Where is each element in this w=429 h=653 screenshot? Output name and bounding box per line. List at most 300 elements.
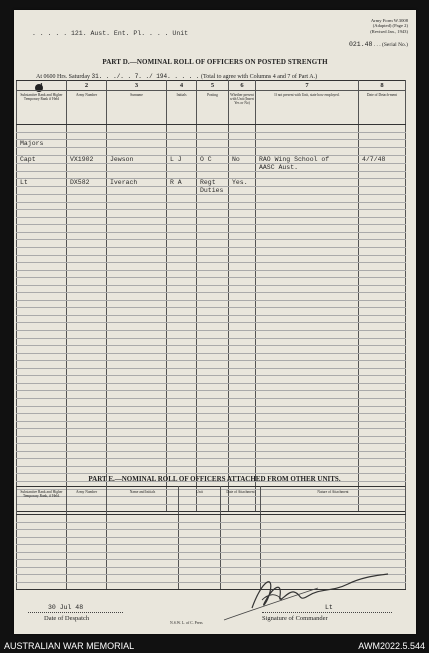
roll-cell	[167, 346, 197, 354]
roll-cell	[167, 383, 197, 391]
attached-cell	[179, 537, 221, 545]
roll-cell	[17, 376, 67, 384]
roll-cell	[67, 376, 107, 384]
roll-cell	[167, 163, 197, 171]
roll-cell	[17, 323, 67, 331]
serial-label: . . . (Serial No.)	[373, 42, 408, 48]
roll-cell	[67, 451, 107, 459]
roll-cell	[256, 323, 359, 331]
roll-cell	[256, 376, 359, 384]
roll-cell	[167, 202, 197, 210]
roll-cell: VX1902	[67, 155, 107, 163]
attached-row	[17, 522, 406, 530]
roll-cell	[67, 331, 107, 339]
roll-cell	[67, 323, 107, 331]
column-number: 7	[256, 81, 359, 91]
roll-cell	[167, 466, 197, 474]
roll-cell	[67, 459, 107, 467]
roll-cell	[197, 361, 229, 369]
roll-cell	[359, 368, 406, 376]
roll-cell	[67, 406, 107, 414]
roll-row	[17, 148, 406, 156]
roll-row	[17, 225, 406, 233]
roll-cell	[67, 285, 107, 293]
roll-cell	[197, 270, 229, 278]
roll-row	[17, 140, 406, 148]
roll-cell	[67, 263, 107, 271]
attached-cell	[67, 515, 107, 523]
roll-row	[17, 300, 406, 308]
roll-cell	[17, 466, 67, 474]
attached-cell	[17, 530, 67, 538]
roll-cell	[67, 255, 107, 263]
roll-cell	[167, 285, 197, 293]
roll-cell	[229, 346, 256, 354]
roll-cell	[167, 240, 197, 248]
roll-cell	[197, 263, 229, 271]
column-header-posting: Posting	[197, 91, 229, 125]
attached-cell	[179, 515, 221, 523]
attached-cell	[179, 545, 221, 553]
roll-cell	[229, 263, 256, 271]
roll-row	[17, 466, 406, 474]
roll-cell	[359, 171, 406, 179]
roll-cell	[229, 436, 256, 444]
roll-row	[17, 263, 406, 271]
column-number: 5	[197, 81, 229, 91]
roll-cell	[67, 278, 107, 286]
roll-cell	[359, 210, 406, 218]
roll-cell	[167, 125, 197, 133]
roll-cell	[256, 406, 359, 414]
roll-cell	[67, 293, 107, 301]
roll-row	[17, 444, 406, 452]
roll-cell	[197, 278, 229, 286]
roll-cell	[229, 459, 256, 467]
roll-cell	[229, 148, 256, 156]
column-number: 3	[107, 81, 167, 91]
attached-row	[17, 537, 406, 545]
attached-cell	[107, 530, 179, 538]
roll-cell	[229, 270, 256, 278]
roll-row	[17, 338, 406, 346]
attached-row	[17, 552, 406, 560]
roll-row	[17, 195, 406, 203]
roll-cell	[229, 225, 256, 233]
attached-cell	[107, 567, 179, 575]
attached-cell	[17, 567, 67, 575]
roll-cell	[67, 148, 107, 156]
roll-cell	[17, 217, 67, 225]
roll-cell	[256, 436, 359, 444]
roll-cell	[256, 361, 359, 369]
part-e-title: PART E.—NOMINAL ROLL OF OFFICERS ATTACHED FROM OTHER UNITS.	[88, 475, 341, 483]
column-number-row	[17, 81, 406, 91]
attached-cell	[107, 582, 179, 590]
roll-cell	[107, 391, 167, 399]
roll-cell	[359, 406, 406, 414]
roll-cell	[17, 255, 67, 263]
attached-cell	[17, 537, 67, 545]
roll-cell	[197, 125, 229, 133]
roll-row	[17, 353, 406, 361]
attached-cell	[67, 537, 107, 545]
roll-cell	[17, 148, 67, 156]
attached-cell	[107, 560, 179, 568]
roll-cell	[256, 140, 359, 148]
roll-cell	[359, 285, 406, 293]
roll-row	[17, 187, 406, 195]
roll-cell	[359, 225, 406, 233]
attached-cell	[221, 552, 261, 560]
roll-cell	[107, 255, 167, 263]
roll-cell	[167, 278, 197, 286]
roll-cell	[359, 300, 406, 308]
roll-cell	[197, 308, 229, 316]
roll-cell	[17, 331, 67, 339]
roll-cell	[229, 308, 256, 316]
roll-cell	[197, 398, 229, 406]
roll-cell	[229, 171, 256, 179]
roll-cell: Iverach	[107, 179, 167, 187]
form-id: Army Form W.3008	[370, 18, 408, 23]
roll-cell	[197, 315, 229, 323]
roll-cell	[67, 466, 107, 474]
at-suffix: (Total to agree with Columns 4 and 7 of Part A.)	[201, 74, 318, 80]
roll-cell	[17, 210, 67, 218]
roll-cell	[359, 315, 406, 323]
roll-row	[17, 217, 406, 225]
roll-cell	[197, 466, 229, 474]
roll-cell	[17, 240, 67, 248]
roll-cell	[167, 451, 197, 459]
column-header-surname: Surname	[107, 91, 167, 125]
roll-cell	[197, 414, 229, 422]
roll-cell	[167, 195, 197, 203]
roll-cell	[256, 451, 359, 459]
roll-cell	[17, 383, 67, 391]
roll-cell	[107, 346, 167, 354]
roll-cell	[256, 132, 359, 140]
roll-cell	[229, 421, 256, 429]
at-prefix: At 0600 Hrs. Saturday	[36, 74, 90, 80]
roll-cell	[359, 323, 406, 331]
roll-cell	[107, 338, 167, 346]
roll-cell	[107, 285, 167, 293]
form-reference	[370, 18, 408, 34]
roll-cell	[107, 210, 167, 218]
roll-cell	[256, 331, 359, 339]
roll-cell	[107, 451, 167, 459]
roll-cell	[167, 225, 197, 233]
roll-cell	[167, 217, 197, 225]
roll-cell	[256, 444, 359, 452]
roll-cell	[17, 368, 67, 376]
roll-cell	[67, 391, 107, 399]
roll-cell	[17, 338, 67, 346]
attached-cell	[17, 552, 67, 560]
roll-body	[17, 125, 406, 512]
attached-cell	[221, 537, 261, 545]
roll-cell	[17, 263, 67, 271]
roll-cell	[197, 225, 229, 233]
roll-cell	[17, 285, 67, 293]
roll-cell	[256, 248, 359, 256]
roll-cell	[167, 361, 197, 369]
roll-row	[17, 406, 406, 414]
column-header-employment: If not present with Unit, state how employed.	[256, 91, 359, 125]
roll-cell: Majors	[17, 140, 67, 148]
despatch-date: 30 Jul 48	[48, 604, 84, 611]
roll-cell	[256, 171, 359, 179]
attached-cell	[107, 522, 179, 530]
roll-cell	[229, 217, 256, 225]
commander-dotted-line	[262, 612, 392, 613]
serial-line	[349, 41, 408, 48]
roll-cell	[17, 278, 67, 286]
attached-cell	[221, 522, 261, 530]
roll-cell	[229, 232, 256, 240]
roll-cell	[167, 187, 197, 195]
unit-line	[32, 30, 188, 37]
attached-cell	[179, 575, 221, 583]
roll-cell	[229, 285, 256, 293]
roll-cell	[67, 232, 107, 240]
roll-cell	[67, 398, 107, 406]
roll-cell	[17, 414, 67, 422]
roll-cell	[229, 125, 256, 133]
roll-cell: Regt	[197, 179, 229, 187]
roll-cell	[107, 163, 167, 171]
roll-row	[17, 255, 406, 263]
roll-cell	[229, 187, 256, 195]
roll-row	[17, 248, 406, 256]
roll-cell	[67, 383, 107, 391]
roll-cell	[67, 171, 107, 179]
attached-cell	[67, 575, 107, 583]
roll-cell	[359, 398, 406, 406]
roll-cell	[107, 323, 167, 331]
column-header-detachment-date: Date of Detach-ment	[359, 91, 406, 125]
roll-row	[17, 210, 406, 218]
roll-row	[17, 270, 406, 278]
roll-cell: R A	[167, 179, 197, 187]
attached-header-date: Date of Attachment	[221, 487, 261, 515]
roll-cell	[67, 163, 107, 171]
roll-cell	[197, 202, 229, 210]
roll-cell	[197, 331, 229, 339]
attached-cell	[221, 560, 261, 568]
roll-cell	[229, 406, 256, 414]
roll-row	[17, 125, 406, 133]
roll-cell	[67, 338, 107, 346]
roll-cell	[167, 398, 197, 406]
roll-cell	[359, 383, 406, 391]
roll-cell	[197, 163, 229, 171]
roll-cell	[107, 466, 167, 474]
roll-cell	[107, 232, 167, 240]
roll-cell	[256, 353, 359, 361]
roll-cell	[256, 346, 359, 354]
roll-cell	[359, 436, 406, 444]
roll-cell	[197, 406, 229, 414]
roll-cell	[67, 195, 107, 203]
roll-cell	[67, 429, 107, 437]
roll-cell	[256, 148, 359, 156]
column-number: 6	[229, 81, 256, 91]
roll-row	[17, 315, 406, 323]
roll-cell	[107, 148, 167, 156]
attached-cell	[67, 530, 107, 538]
roll-cell	[167, 368, 197, 376]
roll-cell	[229, 451, 256, 459]
roll-cell	[107, 315, 167, 323]
roll-cell	[359, 270, 406, 278]
roll-cell	[107, 132, 167, 140]
column-header-initials: Initials	[167, 91, 197, 125]
roll-cell	[229, 248, 256, 256]
roll-cell	[107, 383, 167, 391]
roll-cell	[197, 285, 229, 293]
roll-cell	[229, 414, 256, 422]
roll-cell	[229, 361, 256, 369]
roll-cell	[359, 148, 406, 156]
roll-cell	[229, 466, 256, 474]
attached-header-army-number: Army Number	[67, 487, 107, 515]
roll-cell	[229, 383, 256, 391]
roll-cell	[256, 202, 359, 210]
column-number: 2	[67, 81, 107, 91]
attached-cell	[107, 552, 179, 560]
roll-cell	[256, 421, 359, 429]
roll-cell	[229, 315, 256, 323]
roll-cell	[256, 368, 359, 376]
roll-cell	[256, 225, 359, 233]
roll-cell	[167, 293, 197, 301]
column-header-row	[17, 91, 406, 125]
roll-cell	[256, 308, 359, 316]
roll-cell	[107, 361, 167, 369]
roll-cell	[229, 255, 256, 263]
roll-cell	[256, 125, 359, 133]
attached-cell	[17, 560, 67, 568]
roll-cell	[67, 140, 107, 148]
roll-cell	[67, 315, 107, 323]
roll-cell	[229, 391, 256, 399]
roll-cell	[359, 459, 406, 467]
roll-cell: 4/7/48	[359, 155, 406, 163]
roll-cell	[359, 248, 406, 256]
roll-cell	[256, 398, 359, 406]
roll-cell	[359, 391, 406, 399]
roll-cell	[359, 195, 406, 203]
attached-cell	[67, 560, 107, 568]
attached-cell	[179, 552, 221, 560]
roll-cell	[359, 466, 406, 474]
roll-cell	[167, 248, 197, 256]
roll-cell	[197, 459, 229, 467]
roll-cell	[229, 202, 256, 210]
roll-cell	[197, 148, 229, 156]
roll-cell	[197, 195, 229, 203]
roll-cell	[17, 163, 67, 171]
roll-cell	[167, 210, 197, 218]
attached-cell	[221, 530, 261, 538]
attached-cell	[221, 515, 261, 523]
roll-row	[17, 376, 406, 384]
strength-time-line	[36, 73, 317, 80]
commander-rank: Lt	[325, 604, 333, 611]
roll-cell	[67, 368, 107, 376]
roll-row	[17, 163, 406, 171]
roll-cell	[359, 187, 406, 195]
roll-cell	[17, 308, 67, 316]
attached-cell	[261, 537, 406, 545]
roll-row	[17, 429, 406, 437]
attached-cell	[179, 567, 221, 575]
roll-cell	[167, 338, 197, 346]
roll-cell	[17, 171, 67, 179]
attached-cell	[179, 522, 221, 530]
roll-cell	[107, 300, 167, 308]
roll-cell	[167, 444, 197, 452]
attached-row	[17, 530, 406, 538]
roll-cell	[67, 300, 107, 308]
roll-cell	[107, 240, 167, 248]
attached-cell	[179, 582, 221, 590]
roll-cell	[17, 436, 67, 444]
roll-cell	[107, 353, 167, 361]
roll-cell	[229, 331, 256, 339]
roll-cell	[17, 406, 67, 414]
roll-cell	[359, 163, 406, 171]
roll-cell	[17, 225, 67, 233]
attached-header-name: Name and Initials	[107, 487, 179, 515]
roll-cell	[17, 459, 67, 467]
roll-cell	[107, 406, 167, 414]
roll-cell	[256, 338, 359, 346]
roll-cell	[229, 429, 256, 437]
roll-cell	[167, 300, 197, 308]
roll-cell	[107, 270, 167, 278]
roll-cell	[167, 376, 197, 384]
roll-cell	[17, 391, 67, 399]
roll-cell	[256, 278, 359, 286]
roll-cell	[107, 331, 167, 339]
officers-roll-table	[16, 80, 406, 512]
roll-cell	[107, 125, 167, 133]
form-revised: (Revised Jan., 1943)	[370, 28, 408, 34]
roll-row	[17, 346, 406, 354]
roll-cell	[107, 187, 167, 195]
roll-cell	[17, 421, 67, 429]
roll-cell: AASC Aust.	[256, 163, 359, 171]
roll-cell	[197, 436, 229, 444]
roll-cell	[256, 315, 359, 323]
roll-cell	[67, 444, 107, 452]
attached-cell	[107, 545, 179, 553]
roll-cell	[107, 376, 167, 384]
commander-label: Signature of Commander	[262, 615, 328, 622]
roll-cell	[107, 202, 167, 210]
roll-cell	[256, 240, 359, 248]
attached-cell	[179, 560, 221, 568]
roll-cell	[107, 171, 167, 179]
roll-cell	[17, 248, 67, 256]
column-header-rank: Substantive Rank and Higher Temporary Rank if Held	[17, 91, 67, 125]
roll-cell	[256, 293, 359, 301]
roll-cell	[67, 346, 107, 354]
